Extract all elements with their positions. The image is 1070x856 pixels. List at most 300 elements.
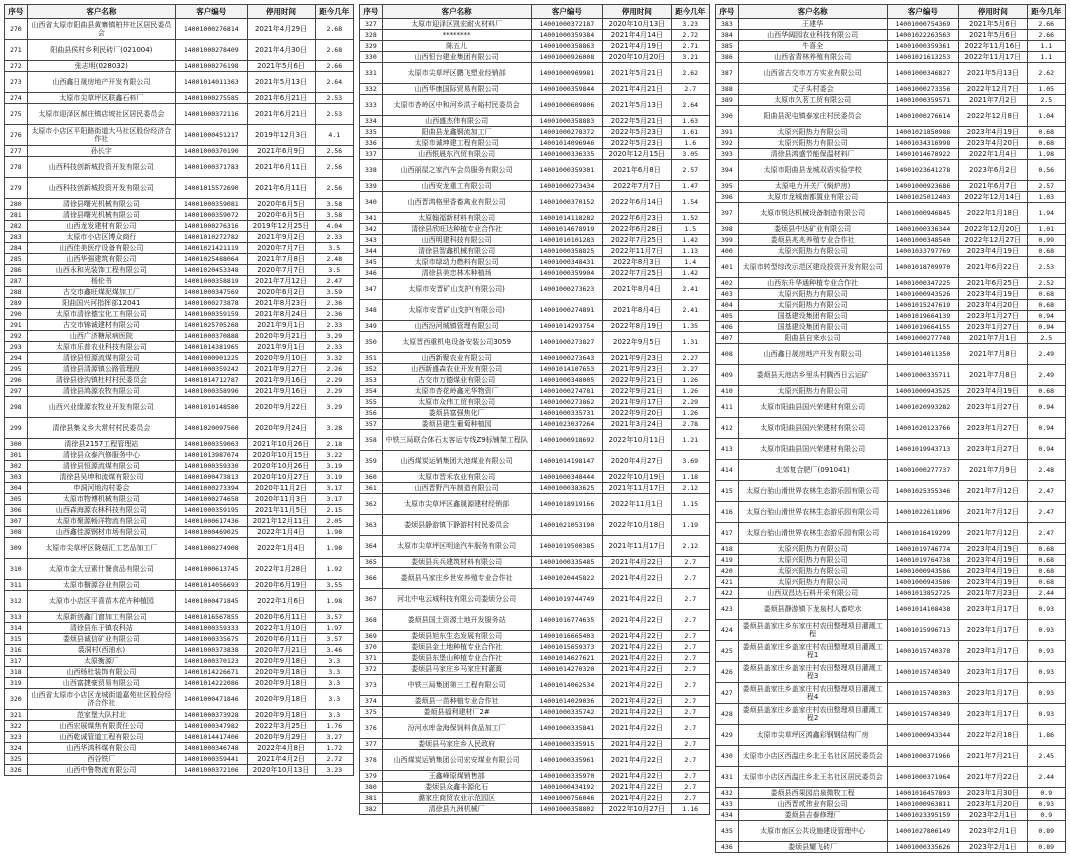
cell-code: 14001000348431 xyxy=(531,257,603,268)
cell-name: 清徐县东于镇农科站 xyxy=(27,623,175,634)
table-row xyxy=(5,232,354,243)
table-row xyxy=(716,41,1066,52)
cell-years: 3.05 xyxy=(671,149,710,160)
cell-no: 323 xyxy=(5,732,28,743)
cell-code: 14001020097560 xyxy=(176,418,248,439)
cell-years: 2.33 xyxy=(315,232,353,243)
cell-date: 2020年10月13日 xyxy=(247,765,315,776)
cell-code: 14001014293754 xyxy=(531,321,603,332)
cell-name: 太原市尖草坪区鑫晟源建材经销部 xyxy=(382,494,531,515)
cell-no: 380 xyxy=(360,782,383,793)
cell-no: 308 xyxy=(5,527,28,538)
cell-code: 14001014226671 xyxy=(176,667,248,678)
cell-no: 338 xyxy=(360,160,383,181)
cell-years: 2.7 xyxy=(671,653,710,664)
cell-no: 436 xyxy=(716,842,739,853)
cell-years: 0.93 xyxy=(1027,704,1066,725)
cell-code: 14001015247619 xyxy=(887,300,959,311)
table-row xyxy=(5,386,354,397)
cell-date: 2022年12月14日 xyxy=(959,192,1027,203)
cell-no: 311 xyxy=(5,580,28,591)
cell-years: 0.93 xyxy=(1027,683,1066,704)
cell-date: 2021年4月29日 xyxy=(247,19,315,40)
cell-date: 2022年9月21日 xyxy=(603,386,671,397)
cell-no: 306 xyxy=(5,505,28,516)
cell-date: 2022年11月7日 xyxy=(603,246,671,257)
cell-code: 14001000359072 xyxy=(176,210,248,221)
cell-years: 0.68 xyxy=(1027,566,1066,577)
cell-name: 山西晋贰伟业有限公司 xyxy=(738,799,887,810)
cell-years: 2.53 xyxy=(315,104,353,125)
cell-code: 14001015659373 xyxy=(531,642,603,653)
table-row xyxy=(5,472,354,483)
table-row xyxy=(360,149,710,160)
table-row xyxy=(5,146,354,157)
cell-no: 305 xyxy=(5,494,28,505)
cell-years: 3.29 xyxy=(315,331,353,342)
cell-no: 359 xyxy=(360,451,383,472)
cell-name: 娄烦县西果园启泉微牧工程 xyxy=(738,788,887,799)
cell-years: 1.92 xyxy=(315,559,353,580)
cell-date: 2021年6月25日 xyxy=(959,278,1027,289)
cell-name: 太原市小店区西温庄乡北王名社区居民委员会 xyxy=(738,767,887,788)
cell-no: 408 xyxy=(716,344,739,365)
cell-date: 2020年7月7日 xyxy=(247,265,315,276)
cell-name: 太原市迎泽区郝庄镇店坡社区居民委员会 xyxy=(27,104,175,125)
cell-no: 366 xyxy=(360,568,383,589)
cell-years: 1.35 xyxy=(671,321,710,332)
cell-code: 14001000348540 xyxy=(887,235,959,246)
table-row xyxy=(360,364,710,375)
cell-no: 420 xyxy=(716,566,739,577)
table-row xyxy=(5,265,354,276)
cell-no: 422 xyxy=(716,588,739,599)
cell-date: 2022年7月25日 xyxy=(603,235,671,246)
table-row xyxy=(360,750,710,771)
cell-code: 14001000471846 xyxy=(176,689,248,710)
cell-code: 14001025705268 xyxy=(176,320,248,331)
cell-no: 360 xyxy=(360,472,383,483)
cell-date: 2023年1月27日 xyxy=(959,418,1027,439)
cell-date: 2021年7月22日 xyxy=(959,767,1027,788)
cell-years: 2.05 xyxy=(315,516,353,527)
cell-years: 2.7 xyxy=(671,771,710,782)
cell-name: 太原市乐普农业科技有限公司 xyxy=(27,342,175,353)
cell-years: 2.12 xyxy=(671,483,710,494)
table-row xyxy=(360,771,710,782)
cell-code: 14001000276814 xyxy=(176,19,248,40)
cell-no: 394 xyxy=(716,160,739,181)
table-row xyxy=(5,276,354,287)
cell-name: 娄烦县耀飞砖厂 xyxy=(738,842,887,853)
cell-years: 2.15 xyxy=(315,505,353,516)
table-row xyxy=(360,451,710,472)
cell-code: 14001018709970 xyxy=(887,257,959,278)
cell-no: 429 xyxy=(716,725,739,746)
cell-years: 3.5 xyxy=(315,265,353,276)
cell-date: 2023年1月27日 xyxy=(959,439,1027,460)
cell-date: 2021年11月17日 xyxy=(603,483,671,494)
table-row xyxy=(716,544,1066,555)
cell-date: 2019年12月25日 xyxy=(247,221,315,232)
cell-date: 2020年9月18日 xyxy=(247,678,315,689)
table-row xyxy=(716,106,1066,127)
cell-name: 清徐县曙光机械有限公司 xyxy=(27,210,175,221)
table-row xyxy=(716,397,1066,418)
cell-code: 14001000335626 xyxy=(887,842,959,853)
cell-code: 14001000273434 xyxy=(531,181,603,192)
cell-date: 2023年6月2日 xyxy=(959,160,1027,181)
table-row xyxy=(716,767,1066,788)
cell-years: 0.68 xyxy=(1027,289,1066,300)
cell-date: 2022年2月18日 xyxy=(959,725,1027,746)
cell-no: 372 xyxy=(360,664,383,675)
cell-code: 14001000901225 xyxy=(176,353,248,364)
cell-no: 403 xyxy=(716,289,739,300)
cell-date: 2022年10月11日 xyxy=(603,430,671,451)
cell-code: 14001020453348 xyxy=(176,265,248,276)
table-row xyxy=(716,52,1066,63)
table-row xyxy=(360,430,710,451)
cell-no: 397 xyxy=(716,203,739,224)
cell-name: 阳曲县自来水公司 xyxy=(738,333,887,344)
cell-name: 太原市安晋矿山支护(有限公司) xyxy=(382,279,531,300)
cell-name: 娄烦县静游镇下静游村村民委员会 xyxy=(382,515,531,536)
cell-code: 14001000278372 xyxy=(531,127,603,138)
table-row xyxy=(360,41,710,52)
cell-date: 2021年5月13日 xyxy=(959,63,1027,84)
cell-no: 324 xyxy=(5,743,28,754)
table-row xyxy=(360,95,710,116)
cell-date: 2020年6月5日 xyxy=(247,199,315,210)
cell-code: 14001015740349 xyxy=(887,662,959,683)
cell-date: 2020年11月2日 xyxy=(247,483,315,494)
cell-code: 14001000926008 xyxy=(531,52,603,63)
cell-date: 2019年12月3日 xyxy=(247,125,315,146)
cell-name: 太原市南区公共设施建设管理中心 xyxy=(738,821,887,842)
table-row xyxy=(716,365,1066,386)
cell-name: 太原市尖草坪区联鑫石料厂 xyxy=(27,93,175,104)
table-row xyxy=(716,344,1066,365)
cell-years: 1.98 xyxy=(315,527,353,538)
cell-name: 清徐县恒源流煤有限公司 xyxy=(27,353,175,364)
table-row xyxy=(716,566,1066,577)
column-header-code: 客户编号 xyxy=(887,5,959,19)
cell-date: 2020年7月7日 xyxy=(247,243,315,254)
cell-years: 2.7 xyxy=(671,793,710,804)
table-row xyxy=(5,538,354,559)
cell-years: 2.7 xyxy=(671,675,710,696)
cell-years: 2.7 xyxy=(671,568,710,589)
cell-date: 2022年6月28日 xyxy=(603,224,671,235)
cell-date: 2021年6月8日 xyxy=(603,160,671,181)
cell-no: 275 xyxy=(5,104,28,125)
cell-no: 332 xyxy=(360,84,383,95)
cell-code: 14001000277737 xyxy=(887,460,959,481)
cell-code: 14001000370190 xyxy=(176,146,248,157)
cell-code: 14001000946845 xyxy=(887,203,959,224)
cell-code: 14001000348444 xyxy=(531,472,603,483)
cell-date: 2023年4月19日 xyxy=(959,544,1027,555)
cell-date: 2022年4月8日 xyxy=(247,743,315,754)
cell-years: 3.3 xyxy=(315,710,353,721)
table-row xyxy=(5,331,354,342)
cell-name: 古交市万德煤业有限公司 xyxy=(382,375,531,386)
table-row xyxy=(716,746,1066,767)
cell-date: 2023年4月19日 xyxy=(959,555,1027,566)
cell-code: 14001000370888 xyxy=(176,331,248,342)
cell-code: 14001000274781 xyxy=(531,386,603,397)
cell-name: 清徐县清源镇公路管理段 xyxy=(27,364,175,375)
cell-years: 2.29 xyxy=(315,375,353,386)
cell-name: 娄烦县吉泰修理厂 xyxy=(738,810,887,821)
cell-date: 2022年1月10日 xyxy=(247,623,315,634)
cell-code: 14001000276316 xyxy=(176,221,248,232)
cell-code: 14001014627621 xyxy=(531,653,603,664)
cell-date: 2022年10月27日 xyxy=(603,804,671,815)
cell-code: 14001022611896 xyxy=(887,502,959,523)
cell-no: 307 xyxy=(5,516,28,527)
cell-years: 3.69 xyxy=(671,451,710,472)
cell-name: 山西盛杰伟有限公司 xyxy=(382,116,531,127)
cell-years: 1.15 xyxy=(671,494,710,515)
cell-no: 364 xyxy=(360,536,383,557)
cell-name: 陈五儿 xyxy=(382,41,531,52)
cell-code: 14001000943586 xyxy=(887,577,959,588)
cell-no: 385 xyxy=(716,41,739,52)
table-row xyxy=(5,580,354,591)
cell-date: 2021年6月11日 xyxy=(247,178,315,199)
cell-name: 娄烦县兵兵建筑材料有限公司 xyxy=(382,557,531,568)
cell-name: 太原市阳曲县国兴荣建材有限公司 xyxy=(738,397,887,418)
cell-years: 0.94 xyxy=(1027,439,1066,460)
cell-code: 14001014678919 xyxy=(531,224,603,235)
column-header-date: 停用时间 xyxy=(603,5,671,19)
cell-name: 山西恒台建业集团有限公司 xyxy=(382,52,531,63)
cell-code: 14001000609806 xyxy=(531,95,603,116)
cell-code: 14001022263563 xyxy=(887,30,959,41)
cell-code: 14001000963811 xyxy=(887,799,959,810)
cell-name: 山西鑫佳源钢材市场有限公司 xyxy=(27,527,175,538)
cell-no: 375 xyxy=(360,707,383,718)
cell-date: 2022年11月17日 xyxy=(959,52,1027,63)
cell-code: 14001000335711 xyxy=(887,365,959,386)
cell-no: 320 xyxy=(5,689,28,710)
cell-no: 396 xyxy=(716,192,739,203)
cell-date: 2020年12月15日 xyxy=(603,149,671,160)
cell-name: 娄烦县静游镇下龙泉村人畜吃水 xyxy=(738,599,887,620)
cell-years: 2.36 xyxy=(315,298,353,309)
cell-years: 0.68 xyxy=(1027,246,1066,257)
cell-name: 清徐县智鑫机械有限公司 xyxy=(382,246,531,257)
cell-no: 417 xyxy=(716,523,739,544)
cell-name: 太原兴阳热力有限公司 xyxy=(738,555,887,566)
cell-code: 14001016774635 xyxy=(531,610,603,631)
cell-code: 14001000918692 xyxy=(531,430,603,451)
cell-date: 2022年8月3日 xyxy=(603,257,671,268)
cell-date: 2021年7月9日 xyxy=(959,460,1027,481)
cell-years: 1.26 xyxy=(671,386,710,397)
table-row xyxy=(716,555,1066,566)
cell-years: 2.66 xyxy=(315,61,353,72)
cell-code: 14001000335485 xyxy=(531,557,603,568)
cell-code: 14001000335961 xyxy=(531,750,603,771)
cell-code: 14001014107653 xyxy=(531,364,603,375)
cell-name: 国基建设集团有限公司 xyxy=(738,311,887,322)
cell-name: 山西永和光装饰工程有限公司 xyxy=(27,265,175,276)
cell-years: 2.49 xyxy=(1027,365,1066,386)
cell-date: 2020年9月18日 xyxy=(247,689,315,710)
table-row xyxy=(360,321,710,332)
cell-code: 14001000346748 xyxy=(176,743,248,754)
table-row xyxy=(5,375,354,386)
cell-name: 国基建设集团有限公司 xyxy=(738,322,887,333)
cell-no: 424 xyxy=(716,620,739,641)
cell-code: 14001000359081 xyxy=(176,199,248,210)
table-row xyxy=(716,181,1066,192)
cell-date: 2020年7月21日 xyxy=(247,645,315,656)
cell-no: 343 xyxy=(360,235,383,246)
cell-years: 3.23 xyxy=(671,19,710,30)
cell-no: 414 xyxy=(716,460,739,481)
cell-date: 2023年4月20日 xyxy=(959,138,1027,149)
cell-code: 14001015740303 xyxy=(887,683,959,704)
cell-name: 山西新盛森农业开发有限公司 xyxy=(382,364,531,375)
cell-code: 14001000359571 xyxy=(887,95,959,106)
table-row xyxy=(716,620,1066,641)
cell-name: 山西鑫日晟房地产开发有限公司 xyxy=(738,344,887,365)
cell-name: 山西安龙重工有限公司 xyxy=(382,181,531,192)
cell-years: 3.28 xyxy=(315,418,353,439)
cell-no: 386 xyxy=(716,52,739,63)
table-row xyxy=(716,439,1066,460)
cell-date: 2021年4月19日 xyxy=(603,41,671,52)
cell-years: 2.7 xyxy=(671,631,710,642)
cell-years: 3.3 xyxy=(315,689,353,710)
table-row xyxy=(360,353,710,364)
cell-name: 山西中鲁物流有限公司 xyxy=(27,765,175,776)
table-row xyxy=(5,40,354,61)
cell-no: 356 xyxy=(360,408,383,419)
cell-name: ******** xyxy=(382,30,531,41)
cell-date: 2020年11月3日 xyxy=(247,494,315,505)
cell-years: 2.33 xyxy=(315,320,353,331)
cell-name: 娄烦县建生葡萄种植园 xyxy=(382,419,531,430)
cell-years: 2.7 xyxy=(671,739,710,750)
cell-code: 14001015740349 xyxy=(887,704,959,725)
cell-name: 娄烦县国土资源土地开发服务站 xyxy=(382,610,531,631)
cell-date: 2022年1月4日 xyxy=(959,149,1027,160)
cell-years: 0.68 xyxy=(1027,577,1066,588)
cell-years: 3.29 xyxy=(315,397,353,418)
column-header-code: 客户编号 xyxy=(531,5,603,19)
table-row xyxy=(360,642,710,653)
cell-name: 山西兴业缘源农牧业开发有限公司 xyxy=(27,397,175,418)
cell-code: 14001020993282 xyxy=(887,397,959,418)
table-row xyxy=(360,192,710,213)
cell-date: 2021年4月22日 xyxy=(603,589,671,610)
cell-code: 14001021421119 xyxy=(176,243,248,254)
table-row xyxy=(716,418,1066,439)
table-row xyxy=(5,342,354,353)
cell-date: 2022年1月6日 xyxy=(247,591,315,612)
cell-code: 14001000277748 xyxy=(887,333,959,344)
table-row xyxy=(5,634,354,645)
table-row xyxy=(360,557,710,568)
cell-name: 太原兴阳热力有限公司 xyxy=(738,289,887,300)
cell-date: 2021年8月4日 xyxy=(603,279,671,300)
cell-years: 0.94 xyxy=(1027,418,1066,439)
cell-name: 太原兴阳热力有限公司 xyxy=(738,300,887,311)
table-row xyxy=(5,93,354,104)
cell-no: 376 xyxy=(360,718,383,739)
table-row xyxy=(5,645,354,656)
cell-code: 14001000359063 xyxy=(176,439,248,450)
cell-code: 14001027806149 xyxy=(887,821,959,842)
cell-years: 2.57 xyxy=(671,160,710,181)
cell-name: 山西广济糖尿病医院 xyxy=(27,331,175,342)
table-row xyxy=(716,481,1066,502)
cell-date: 2021年9月23日 xyxy=(603,364,671,375)
cell-code: 14001014712787 xyxy=(176,375,248,386)
cell-years: 2.12 xyxy=(671,536,710,557)
cell-no: 346 xyxy=(360,268,383,279)
table-row xyxy=(5,353,354,364)
cell-code: 14001021613253 xyxy=(887,52,959,63)
cell-name: 山西新聚农业有限公司 xyxy=(382,353,531,364)
table-row xyxy=(5,667,354,678)
cell-name: 清徐县2157工程管理站 xyxy=(27,439,175,450)
cell-years: 1.47 xyxy=(671,181,710,192)
table-row xyxy=(5,461,354,472)
cell-name: 太原市小店区西温庄乡北王名社区居民委员会 xyxy=(738,746,887,767)
cell-name: 山西东升华通种植专业合作社 xyxy=(738,278,887,289)
cell-years: 3.3 xyxy=(315,656,353,667)
cell-no: 412 xyxy=(716,418,739,439)
cell-years: 0.68 xyxy=(1027,544,1066,555)
table-row xyxy=(5,732,354,743)
cell-code: 14001000276614 xyxy=(887,106,959,127)
column-header-no: 序号 xyxy=(360,5,383,19)
cell-date: 2021年7月12日 xyxy=(247,276,315,287)
table-row xyxy=(716,333,1066,344)
cell-date: 2021年9月27日 xyxy=(247,364,315,375)
cell-code: 14001000273878 xyxy=(176,298,248,309)
cell-years: 2.72 xyxy=(315,754,353,765)
cell-date: 2021年10月26日 xyxy=(247,439,315,450)
cell-years: 0.93 xyxy=(1027,799,1066,810)
cell-years: 3.32 xyxy=(315,353,353,364)
cell-no: 398 xyxy=(716,224,739,235)
cell-years: 2.56 xyxy=(315,178,353,199)
table-row xyxy=(5,559,354,580)
cell-no: 274 xyxy=(5,93,28,104)
cell-no: 276 xyxy=(5,125,28,146)
cell-date: 2020年9月21日 xyxy=(247,331,315,342)
cell-no: 328 xyxy=(360,30,383,41)
column-header-date: 停用时间 xyxy=(959,5,1027,19)
cell-name: 太原市橱源谷业有限公司 xyxy=(27,580,175,591)
cell-years: 1.94 xyxy=(1027,203,1066,224)
table-row xyxy=(716,502,1066,523)
cell-name: 太原兴阳热力有限公司 xyxy=(738,544,887,555)
table-row xyxy=(716,95,1066,106)
cell-no: 279 xyxy=(5,178,28,199)
cell-no: 401 xyxy=(716,257,739,278)
cell-name: 太原台骀山滑世界农林生态游乐园有限公司 xyxy=(738,523,887,544)
cell-code: 14001015740378 xyxy=(887,641,959,662)
cell-code: 14001014198147 xyxy=(531,451,603,472)
